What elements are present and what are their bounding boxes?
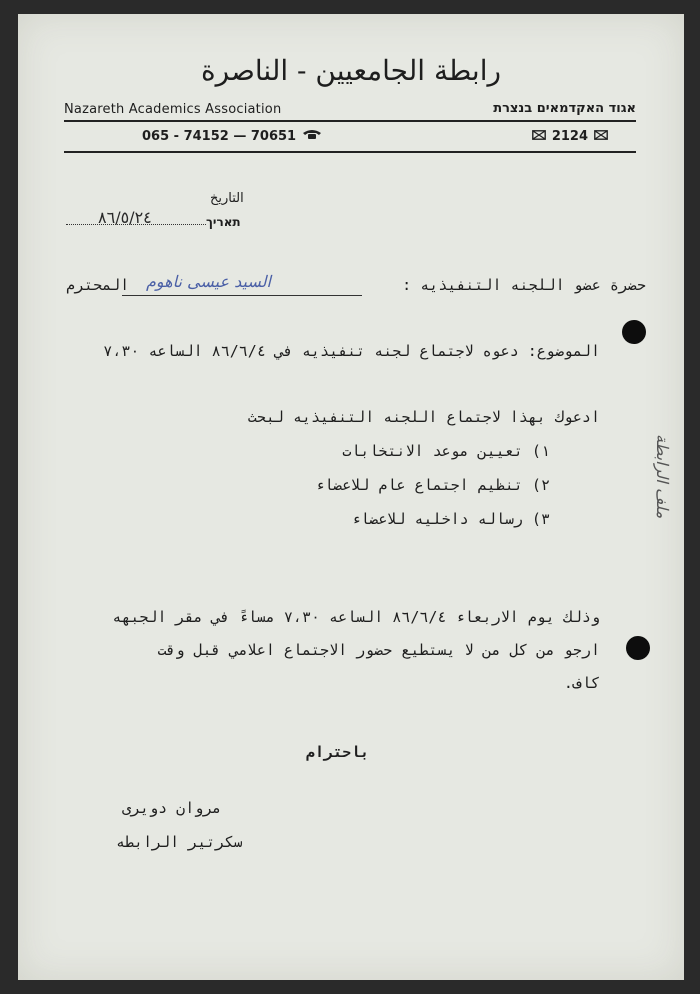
addressee-name-line [122,295,362,296]
addressee-name: السيد عيسى ناهوم [146,272,271,291]
pobox-number: 2124 [551,129,588,144]
subject-line: الموضوع: دعوه لاجتماع لجنه تنفيذيه في ٨٦/٦/٤ الساعه ٧،٣٠ [103,342,600,360]
letterhead-pobox [532,129,608,144]
letterhead-org-english: Nazareth Academics Association [64,102,282,117]
closing: باحترام [306,743,370,761]
meeting-details-line: وذلك يوم الاربعاء ٨٦/٦/٤ الساعه ٧،٣٠ مساءً في مقر الجبهه [112,608,600,626]
letterhead-title-arabic: رابطة الجامعيين - الناصرة [200,54,502,87]
punch-hole-top [622,320,646,344]
date-label-arabic: التاريخ [210,191,244,206]
margin-handwritten-note: ملف الرابطة [653,434,672,519]
intro-line: ادعوك بهذا لاجتماع اللجنه التنفيذيه لبحث [247,408,600,426]
envelope-icon [594,129,608,144]
letterhead-divider-top [64,120,636,122]
addressee-prefix: حضرة عضو اللجنه التنفيذيه : [402,276,646,294]
envelope-icon [532,129,546,144]
signature-title: سكرتير الرابطه [116,833,243,851]
letterhead-divider-bottom [64,151,636,153]
punch-hole-bottom [626,636,650,660]
agenda-item-3: ٣) رساله داخليه للاعضاء [351,510,550,528]
telephone-icon [302,129,322,144]
date-value: ٨٦/٥/٢٤ [98,208,152,227]
addressee-suffix: المحترم [66,276,130,294]
agenda-item-1: ١) تعيين موعد الانتخابات [342,442,550,460]
date-label-hebrew: תאריך [206,215,241,229]
date-line [66,224,206,225]
letterhead-phones [142,129,322,144]
letter-page [18,14,684,980]
agenda-item-2: ٢) تنظيم اجتماع عام للاعضاء [315,476,550,494]
request-end: كاف. [563,674,600,692]
phone-numbers: 065 - 74152 — 70651 [142,129,297,144]
letterhead-org-hebrew: אגוד האקדמאים בנצרת [493,101,636,116]
request-line: ارجو من كل من لا يستطيع حضور الاجتماع اعلامي قبل وقت [157,641,600,659]
signature-name: مروان دويرى [122,799,222,817]
